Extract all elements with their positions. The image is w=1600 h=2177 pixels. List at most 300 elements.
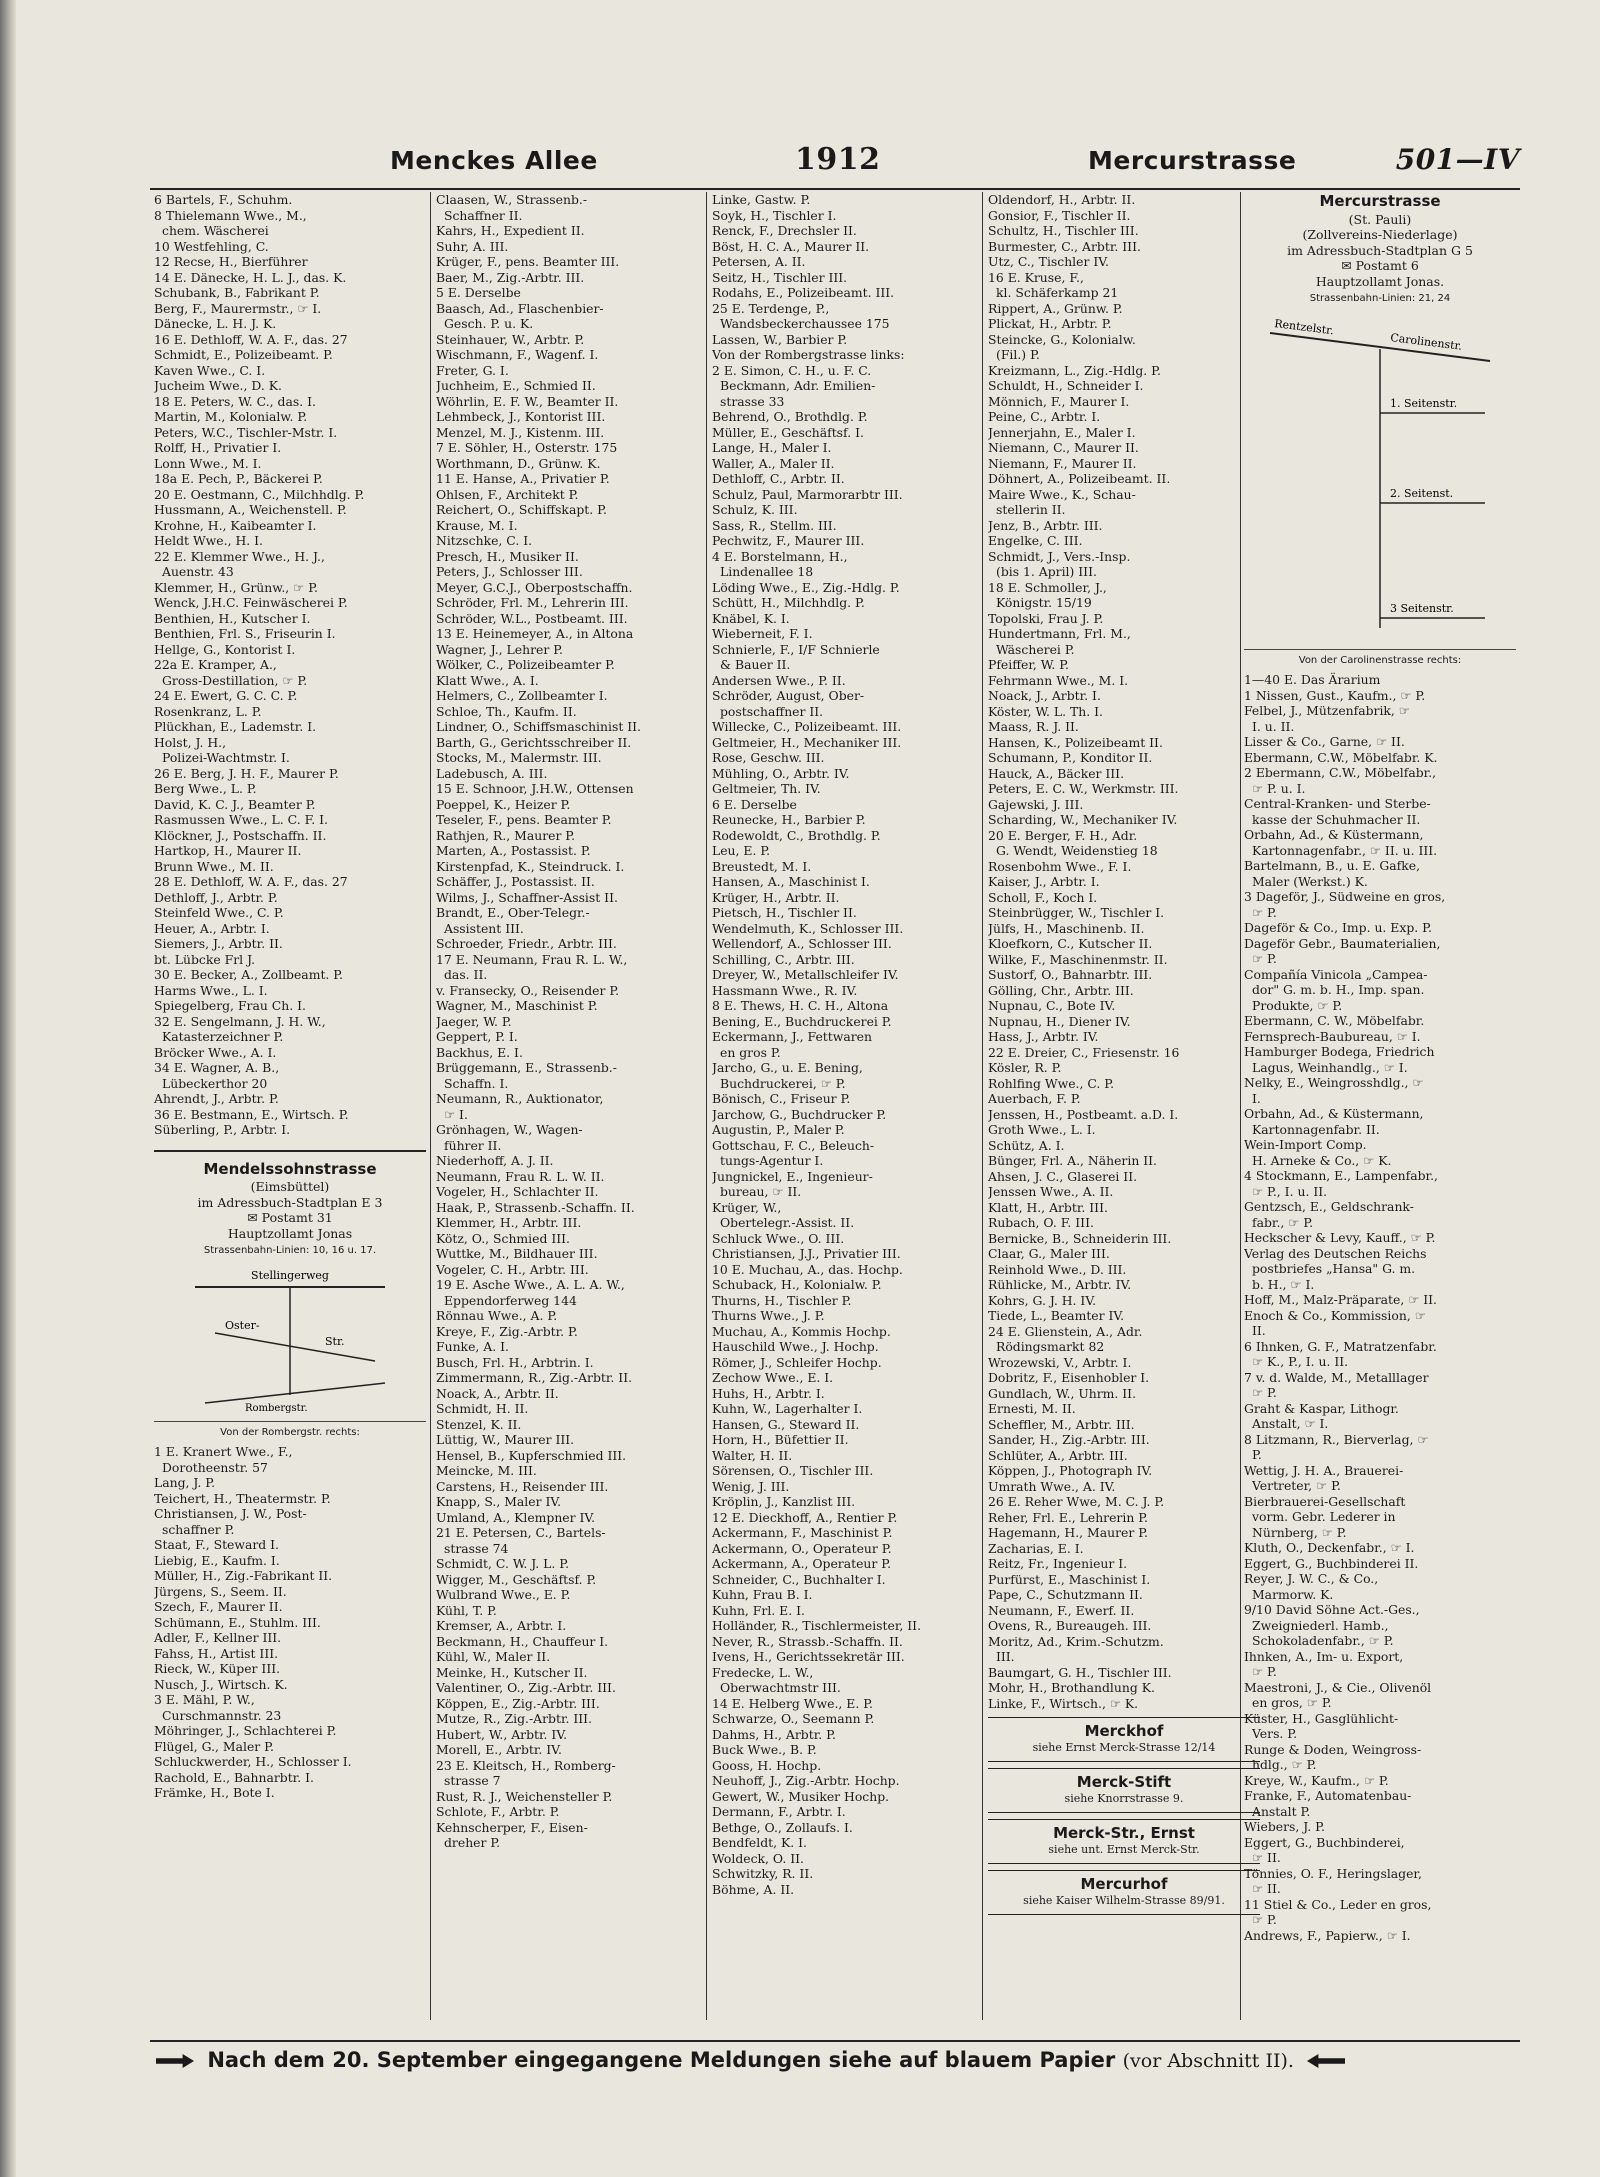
directory-entry: Kreye, F., Zig.-Arbtr. P. [436,1323,578,1339]
directory-entry: Hellge, G., Kontorist I. [154,641,296,657]
directory-entry: Döhnert, A., Polizeibeamt. II. [988,471,1171,486]
directory-entry: 26 E. Berg, J. H. F., Maurer P. [154,765,339,781]
directory-entry: Pfeiffer, W. P. [988,657,1070,672]
pointing-hand-icon [156,2054,194,2068]
directory-entry: Kaven Wwe., C. I. [154,362,266,378]
directory-page [150,128,1520,2088]
directory-entry: Wieberneit, F. I. [712,626,813,641]
directory-entry: Baumgart, G. H., Tischler III. [988,1664,1172,1680]
directory-entry: kasse der Schuhmacher II. [1252,811,1421,827]
directory-entry: Andrews, F., Papierw., ☞ I. [1244,1927,1411,1943]
directory-entry: Wulbrand Wwe., E. P. [436,1587,571,1602]
directory-entry: Beckmann, H., Chauffeur I. [436,1633,609,1649]
directory-entry: 6 Bartels, F., Schuhm. [154,192,293,207]
directory-entry: Wilms, J., Schaffner-Assist II. [436,889,618,905]
directory-entry: ☞ P. [1252,1912,1277,1927]
column-3 [712,192,984,2020]
directory-entry: Dethloff, C., Arbtr. II. [712,471,845,486]
directory-entry: Hoff, M., Malz-Präparate, ☞ II. [1244,1292,1437,1307]
directory-entry: Wettig, J. H. A., Brauerei- [1244,1462,1404,1478]
directory-entry: Maler (Werkst.) K. [1252,873,1368,889]
directory-entry: Engelke, C. III. [988,533,1083,548]
directory-entry: Steinfeld Wwe., C. P. [154,905,284,920]
directory-entry: Dorotheenstr. 57 [162,1459,268,1475]
directory-entry: 24 E. Glienstein, A., Adr. [988,1323,1143,1339]
header-rule [150,188,1520,190]
directory-entry: Schmidt, C. W. J. L. P. [436,1556,570,1571]
directory-entry: Tiede, L., Beamter IV. [988,1308,1125,1323]
directory-entry: Jenz, B., Arbtr. III. [988,517,1103,533]
directory-entry: Hensel, B., Kupferschmied III. [436,1447,627,1463]
cross-ref-merck-stift [988,1768,1260,1813]
directory-entry: Kehnscherper, F., Eisen- [436,1819,588,1835]
directory-entry: Moritz, Ad., Krim.-Schutzm. [988,1633,1164,1649]
directory-entry: Kloefkorn, C., Kutscher II. [988,936,1153,951]
directory-entry: Lehmbeck, J., Kontorist III. [436,409,606,424]
columns [150,192,1520,2022]
directory-entry: Lindner, O., Schiffsmaschinist II. [436,719,641,734]
street-district: (Eimsbüttel) [250,1179,330,1194]
directory-entry: Scharding, W., Mechaniker IV. [988,812,1178,827]
directory-entry: Holländer, R., Tischlermeister, II. [712,1618,922,1633]
directory-entry: Pechwitz, F., Maurer III. [712,533,865,548]
directory-entry: Hassmann Wwe., R. IV. [712,982,858,998]
directory-entry: Hubert, W., Arbtr. IV. [436,1726,568,1742]
directory-entry: Geltmeier, H., Mechaniker III. [712,734,902,750]
directory-entry: 18a E. Pech, P., Bäckerei P. [154,471,323,486]
directory-entry: Gesch. P. u. K. [444,316,534,331]
directory-entry: Verlag des Deutschen Reichs [1244,1245,1427,1261]
directory-entry: Tönnies, O. F., Heringslager, [1244,1865,1422,1881]
directory-entry: Steincke, G., Kolonialw. [988,331,1136,347]
directory-entry: Rieck, W., Küper III. [154,1661,281,1676]
directory-entry: Fredecke, L. W., [712,1664,814,1680]
street-postamt: ✉ Postamt 6 [1341,258,1419,273]
directory-entry: en gros, ☞ P. [1252,1695,1332,1710]
directory-entry: Kohrs, G. J. H. IV. [988,1292,1097,1308]
directory-entry: Bernicke, B., Schneiderin III. [988,1230,1172,1246]
cross-ref-sub: siehe Knorrstrasse 9. [1064,1791,1184,1805]
directory-entry: Willecke, C., Polizeibeamt. III. [712,719,902,734]
directory-entry: Brandt, E., Ober-Telegr.- [436,905,590,920]
directory-entry: Schlüter, A., Arbtr. III. [988,1447,1128,1463]
directory-entry: Bierbrauerei-Gesellschaft [1244,1493,1406,1509]
directory-entry: Nupnau, C., Bote IV. [988,998,1116,1013]
directory-entry: Kröplin, J., Kanzlist III. [712,1494,856,1509]
directory-entry: 13 E. Heinemeyer, A., in Altona [436,626,634,641]
directory-entry: Ebermann, C.W., Möbelfabr. K. [1244,749,1438,765]
directory-entry: Juchheim, E., Schmied II. [436,378,596,393]
directory-entry: Lagus, Weinhandlg., ☞ I. [1252,1059,1408,1075]
directory-entry: P. [1252,1447,1262,1462]
directory-entry: Curschmannstr. 23 [162,1707,282,1723]
directory-entry: Wilke, F., Maschinenmstr. II. [988,951,1168,967]
directory-entry: 10 E. Muchau, A., das. Hochp. [712,1261,903,1277]
directory-entry: Ackermann, F., Maschinist P. [712,1525,893,1540]
directory-entry: Reunecke, H., Barbier P. [712,812,866,827]
directory-entry: fabr., ☞ P. [1252,1214,1314,1230]
directory-entry: Dänecke, L. H. J. K. [154,316,277,331]
directory-entry: Schröder, August, Ober- [712,688,865,703]
directory-entry: Carstens, H., Reisender III. [436,1478,609,1494]
directory-entry: Heldt Wwe., H. I. [154,533,263,548]
directory-entry: Busch, Frl. H., Arbtrin. I. [436,1354,594,1370]
directory-entry: Schnierle, F., I/F Schnierle [712,641,880,657]
directory-entry: Klemmer, H., Grünw., ☞ P. [154,579,318,595]
street-heading-mercur [1244,192,1516,668]
directory-entry: Neuhoff, J., Zig.-Arbtr. Hochp. [712,1773,900,1788]
directory-entry: Fernsprech-Baubureau, ☞ I. [1244,1028,1421,1044]
directory-entry: 22a E. Kramper, A., [154,657,277,672]
directory-entry: Schlote, F., Arbtr. P. [436,1804,560,1819]
directory-entry: Hussmann, A., Weichenstell. P. [154,502,347,517]
street-tram: Strassenbahn-Linien: 21, 24 [1309,293,1451,304]
cross-ref-sub: siehe Ernst Merck-Strasse 12/14 [1032,1740,1216,1754]
directory-entry: Szech, F., Maurer II. [154,1599,283,1614]
directory-entry: Lindenallee 18 [720,564,814,579]
directory-entry: Neumann, R., Auktionator, [436,1091,604,1106]
directory-entry: Anstalt P. [1252,1803,1311,1819]
directory-entry: Wagner, J., Lehrer P. [436,641,563,657]
directory-entry: 22 E. Klemmer Wwe., H. J., [154,548,325,564]
directory-entry: 24 E. Ewert, G. C. C. P. [154,688,298,703]
directory-entry: Brüggemann, E., Strassenb.- [436,1060,617,1075]
directory-entry: Gooss, H. Hochp. [712,1757,822,1773]
directory-entry: 1 Nissen, Gust., Kaufm., ☞ P. [1244,687,1426,703]
directory-entry: Ackermann, O., Operateur P. [712,1540,892,1556]
directory-entry: 11 Stiel & Co., Leder en gros, [1244,1896,1432,1912]
directory-entry: Topolski, Frau J. P. [988,610,1104,626]
directory-entry: Schulz, K. III. [712,502,798,517]
directory-entry: III. [996,1649,1015,1664]
directory-entry: Jürgens, S., Seem. II. [154,1583,287,1599]
directory-entry: Schumann, P., Konditor II. [988,750,1153,765]
directory-entry: 12 E. Dieckhoff, A., Rentier P. [712,1509,898,1525]
street-map [175,1265,405,1415]
directory-entry: Wrozewski, V., Arbtr. I. [988,1354,1132,1370]
directory-entry: Hamburger Bodega, Friedrich [1244,1044,1435,1059]
directory-entry: Wigger, M., Geschäftsf. P. [436,1571,597,1587]
directory-entry: Klöckner, J., Postschaffn. II. [154,827,327,843]
entry-list [154,1444,426,1801]
directory-entry: Gross-Destillation, ☞ P. [162,672,308,688]
entry-list [154,192,426,1138]
directory-entry: Eggert, G., Buchbinderei II. [1244,1555,1419,1571]
directory-entry: b. H., ☞ I. [1252,1276,1315,1292]
directory-entry: Huhs, H., Arbtr. I. [712,1385,825,1401]
directory-entry: bt. Lübcke Frl J. [154,951,256,967]
directory-entry: Ohlsen, F., Architekt P. [436,486,579,502]
directory-entry: Königstr. 15/19 [996,595,1092,610]
directory-entry: Rönnau Wwe., A. P. [436,1308,558,1323]
directory-entry: Hauschild Wwe., J. Hochp. [712,1339,879,1354]
directory-entry: Schaffn. I. [444,1075,509,1091]
directory-entry: Grönhagen, W., Wagen- [436,1122,583,1137]
directory-entry: ☞ P. [1252,1385,1277,1400]
directory-entry: Plickat, H., Arbtr. P. [988,316,1112,331]
street-postamt: ✉ Postamt 31 [247,1210,333,1225]
directory-entry: (bis 1. April) III. [996,564,1097,579]
directory-entry: 8 Thielemann Wwe., M., [154,207,307,223]
directory-entry: Baer, M., Zig.-Arbtr. III. [436,269,585,285]
directory-entry: Süberling, P., Arbtr. I. [154,1122,291,1137]
directory-entry: führer II. [444,1137,502,1153]
directory-entry: Helmers, C., Zollbeamter I. [436,688,608,703]
directory-entry: Bartelmann, B., u. E. Gafke, [1244,858,1421,873]
cross-ref-merck-str [988,1819,1260,1864]
directory-entry: Schloe, Th., Kaufm. II. [436,703,577,719]
directory-entry: Eppendorferweg 144 [444,1292,577,1308]
directory-entry: postbriefes „Hansa" G. m. [1252,1261,1416,1276]
directory-entry: Schilling, C., Arbtr. III. [712,951,855,967]
directory-entry: (Fil.) P. [996,347,1040,362]
directory-entry: Vogeler, H., Schlachter II. [436,1184,599,1199]
directory-entry: Schmidt, E., Polizeibeamt. P. [154,347,333,362]
directory-entry: Dethloff, J., Arbtr. P. [154,889,278,905]
directory-entry: Nelky, E., Weingrosshdlg., ☞ [1244,1075,1424,1090]
directory-entry: Vogeler, C. H., Arbtr. III. [436,1261,589,1277]
directory-entry: Linke, F., Wirtsch., ☞ K. [988,1695,1139,1711]
directory-entry: 7 E. Söhler, H., Osterstr. 175 [436,440,618,455]
column-divider [430,192,431,2020]
cross-reference-boxes [988,1717,1260,1915]
directory-entry: Gölling, Chr., Arbtr. III. [988,982,1134,998]
directory-entry: 8 Litzmann, R., Bierverlag, ☞ [1244,1431,1429,1447]
directory-entry: Wenig, J. III. [712,1478,790,1494]
directory-entry: 16 E. Kruse, F., [988,269,1084,285]
directory-entry: Lange, H., Maler I. [712,440,832,455]
directory-entry: Schröder, Frl. M., Lehrerin III. [436,595,629,610]
directory-entry: 6 Ihnken, G. F., Matratzenfabr. [1244,1338,1437,1354]
header-left-street: Menckes Allee [390,146,598,175]
page-footer [150,2040,1520,2088]
cross-ref-title: Merckhof [1084,1722,1164,1740]
directory-entry: Maire Wwe., K., Schau- [988,486,1136,502]
directory-entry: Schluckwerder, H., Schlosser I. [154,1754,352,1769]
directory-entry: Schulz, Paul, Marmorarbtr III. [712,486,903,502]
directory-entry: Auenstr. 43 [162,564,234,579]
directory-entry: Peters, E. C. W., Werkmstr. III. [988,781,1179,796]
directory-entry: stellerin II. [996,502,1066,517]
directory-entry: Claar, G., Maler III. [988,1246,1110,1261]
directory-entry: Schuldt, H., Schneider I. [988,378,1144,393]
directory-entry: Ebermann, C. W., Möbelfabr. [1244,1013,1425,1028]
directory-entry: Purfürst, E., Maschinist I. [988,1571,1151,1587]
directory-entry: Lübeckerthor 20 [162,1075,268,1091]
column-1 [154,192,426,2020]
directory-entry: Christiansen, J.J., Privatier III. [712,1246,901,1261]
directory-entry: Kreizmann, L., Zig.-Hdlg. P. [988,362,1161,378]
directory-entry: 14 E. Dänecke, H. L. J., das. K. [154,269,347,285]
cross-ref-merckhof [988,1717,1260,1762]
directory-entry: Teseler, F., pens. Beamter P. [436,812,612,827]
directory-entry: Ahsen, J. C., Glaserei II. [988,1168,1138,1184]
directory-entry: Meincke, M. III. [436,1463,537,1478]
directory-entry: Buck Wwe., B. P. [712,1742,817,1757]
column-5 [1244,192,1516,2020]
cross-ref-title: Mercurhof [1080,1875,1168,1893]
street-title: Mercurstrasse [1319,192,1441,210]
directory-entry: Graht & Kaspar, Lithogr. [1244,1400,1399,1416]
directory-entry: Stocks, M., Malermstr. III. [436,750,602,765]
directory-entry: Augustin, P., Maler P. [712,1122,845,1137]
street-heading-mendelssohn [154,1150,426,1441]
page-header [150,140,1520,186]
directory-entry: Hansen, G., Steward II. [712,1416,860,1432]
directory-entry: Hansen, A., Maschinist I. [712,874,870,889]
directory-entry: Kösler, R. P. [988,1060,1062,1075]
directory-entry: 12 Recse, H., Bierführer [154,254,308,269]
directory-entry: Kirstenpfad, K., Steindruck. I. [436,858,625,874]
directory-entry: ☞ P. [1252,904,1277,920]
directory-entry: Jungnickel, E., Ingenieur- [712,1168,873,1184]
directory-entry: Peine, C., Arbtr. I. [988,409,1101,424]
directory-entry: Renck, F., Drechsler II. [712,223,857,238]
directory-entry: Mutze, R., Zig.-Arbtr. III. [436,1711,593,1726]
directory-entry: Claasen, W., Strassenb.- [436,192,588,207]
directory-entry: Müller, E., Geschäftsf. I. [712,424,864,440]
directory-entry: Utz, C., Tischler IV. [988,254,1109,269]
directory-entry: strasse 33 [720,393,785,409]
directory-entry: Never, R., Strassb.-Schaffn. II. [712,1633,903,1649]
directory-entry: Schütz, A. I. [988,1137,1065,1153]
directory-entry: Gottschau, F. C., Beleuch- [712,1137,875,1153]
directory-entry: Wagner, M., Maschinist P. [436,998,598,1013]
directory-entry: Pietsch, H., Tischler II. [712,905,857,920]
directory-entry: hdlg., ☞ P. [1252,1757,1317,1772]
directory-entry: Rippert, A., Grünw. P. [988,300,1123,316]
directory-entry: Kuhn, Frl. E. I. [712,1602,805,1618]
directory-entry: Rodewoldt, C., Brothdlg. P. [712,827,881,843]
directory-entry: Linke, Gastw. P. [712,192,811,207]
directory-entry: Maass, R. J. II. [988,719,1079,734]
map-label: Oster- [225,1318,260,1332]
directory-entry: Andersen Wwe., P. II. [712,672,846,688]
directory-entry: Lassen, W., Barbier P. [712,331,848,347]
column-2 [436,192,708,2020]
directory-entry: Kahrs, H., Expedient II. [436,223,585,238]
directory-entry: Orbahn, Ad., & Küstermann, [1244,1106,1424,1121]
directory-entry: Benthien, Frl. S., Friseurin I. [154,626,336,641]
footer-text: Nach dem 20. September eingegangene Meldungen siehe auf blauem Papier [207,2048,1116,2072]
directory-entry: Jarcho, G., u. E. Bening, [712,1060,863,1075]
directory-entry: Schütt, H., Milchhdlg. P. [712,595,865,610]
directory-entry: Hagemann, H., Maurer P. [988,1525,1148,1540]
directory-entry: Kötz, O., Schmied III. [436,1230,570,1246]
directory-entry: Schwitzky, R. II. [712,1866,814,1881]
directory-entry: Neumann, Frau R. L. W. II. [436,1168,605,1184]
directory-entry: 8 E. Thews, H. C. H., Altona [712,998,889,1013]
directory-entry: Mohr, H., Brothandlung K. [988,1680,1155,1695]
directory-entry: Lonn Wwe., M. I. [154,455,262,471]
directory-entry: Obertelegr.-Assist. II. [720,1215,855,1230]
directory-entry: das. II. [444,967,488,982]
directory-entry: Jenssen, H., Postbeamt. a.D. I. [988,1106,1179,1122]
directory-entry: Hansen, K., Polizeibeamt II. [988,734,1163,750]
directory-entry: Kühl, T. P. [436,1602,497,1618]
directory-entry: postschaffner II. [720,703,824,719]
directory-entry: Felbel, J., Mützenfabrik, ☞ [1244,703,1410,718]
directory-entry: 25 E. Terdenge, P., [712,300,830,316]
directory-entry: Krüger, F., pens. Beamter III. [436,254,620,269]
directory-entry: Beckmann, Adr. Emilien- [720,378,876,393]
directory-entry: Lisser & Co., Garne, ☞ II. [1244,734,1405,749]
map-road [205,1383,385,1403]
directory-entry: Gajewski, J. III. [988,796,1084,812]
directory-entry: ☞ I. [444,1106,468,1122]
directory-entry: 2 E. Simon, C. H., u. F. C. [712,362,872,378]
directory-entry: G. Wendt, Weidenstieg 18 [996,843,1158,858]
directory-entry: Walter, H. II. [712,1447,793,1463]
directory-entry: Ackermann, A., Operateur P. [712,1556,892,1571]
directory-entry: Eckermann, J., Fettwaren [712,1029,872,1044]
cross-ref-mercurhof [988,1870,1260,1915]
directory-entry: Rose, Geschw. III. [712,750,825,765]
page-number: 501—IV [1395,143,1520,176]
directory-entry: Bethge, O., Zollaufs. I. [712,1819,853,1835]
pointing-hand-icon [1307,2054,1345,2068]
directory-entry: Bening, E., Buchdruckerei P. [712,1013,892,1029]
directory-entry: 3 Dageför, J., Südweine en gros, [1244,889,1446,904]
directory-entry: Gentzsch, E., Geldschrank- [1244,1199,1414,1214]
directory-entry: Schümann, E., Stuhlm. III. [154,1614,321,1630]
directory-entry: Köppen, E., Zig.-Arbtr. III. [436,1695,600,1711]
directory-entry: 1 E. Kranert Wwe., F., [154,1444,293,1459]
directory-entry: Anstalt, ☞ I. [1252,1416,1329,1431]
directory-entry: Hundertmann, Frl. M., [988,626,1131,641]
directory-entry: 3 E. Mähl, P. W., [154,1692,255,1707]
directory-entry: Wendelmuth, K., Schlosser III. [712,920,904,936]
directory-entry: Sörensen, O., Tischler III. [712,1463,874,1478]
directory-entry: Stenzel, K. II. [436,1416,522,1432]
directory-entry: Niederhoff, A. J. II. [436,1153,554,1168]
directory-entry: Eggert, G., Buchbinderei, [1244,1834,1405,1850]
directory-entry: strasse 7 [444,1773,501,1788]
footer-note: (vor Abschnitt II). [1122,2050,1294,2072]
directory-entry: Burmester, C., Arbtr. III. [988,238,1141,254]
directory-entry: 36 E. Bestmann, E., Wirtsch. P. [154,1106,349,1122]
directory-entry: Kluth, O., Deckenfabr., ☞ I. [1244,1540,1415,1555]
directory-entry: Central-Kranken- und Sterbe- [1244,796,1431,811]
directory-entry: Ivens, H., Gerichtssekretär III. [712,1649,905,1664]
directory-entry: Schröder, W.L., Postbeamt. III. [436,610,628,626]
directory-entry: Römer, J., Schleifer Hochp. [712,1354,882,1370]
directory-entry: Steinhauer, W., Arbtr. P. [436,331,585,347]
directory-entry: Jennerjahn, E., Maler I. [988,424,1136,440]
directory-entry: Dageför Gebr., Baumaterialien, [1244,935,1441,951]
directory-entry: Bönisch, C., Friseur P. [712,1091,851,1106]
directory-entry: Främke, H., Bote I. [154,1785,275,1800]
directory-entry: Zimmermann, R., Zig.-Arbtr. II. [436,1370,633,1385]
directory-entry: Schubank, B., Fabrikant P. [154,285,320,300]
directory-entry: Wölker, C., Polizeibeamter P. [436,657,615,672]
directory-entry: Böst, H. C. A., Maurer II. [712,238,870,254]
directory-entry: Rodahs, E., Polizeibeamt. III. [712,285,895,300]
directory-entry: Nitzschke, C. I. [436,533,533,548]
directory-entry: ☞ P., I. u. II. [1252,1183,1328,1199]
directory-entry: kl. Schäferkamp 21 [996,285,1119,300]
directory-entry: Krause, M. I. [436,517,518,533]
directory-entry: Jarchow, G., Buchdrucker P. [712,1106,887,1122]
directory-entry: Plückhan, E., Lademstr. I. [154,719,317,734]
directory-entry: Dageför & Co., Imp. u. Exp. P. [1244,920,1432,935]
directory-entry: Schwarze, O., Seemann P. [712,1711,875,1726]
directory-entry: Groth Wwe., L. I. [988,1122,1096,1137]
directory-entry: Kuhn, Frau B. I. [712,1587,813,1602]
directory-entry: Marten, A., Postassist. P. [436,843,591,858]
directory-entry: 1—40 E. Das Ärarium [1244,672,1381,687]
directory-entry: Backhus, E. I. [436,1044,523,1060]
